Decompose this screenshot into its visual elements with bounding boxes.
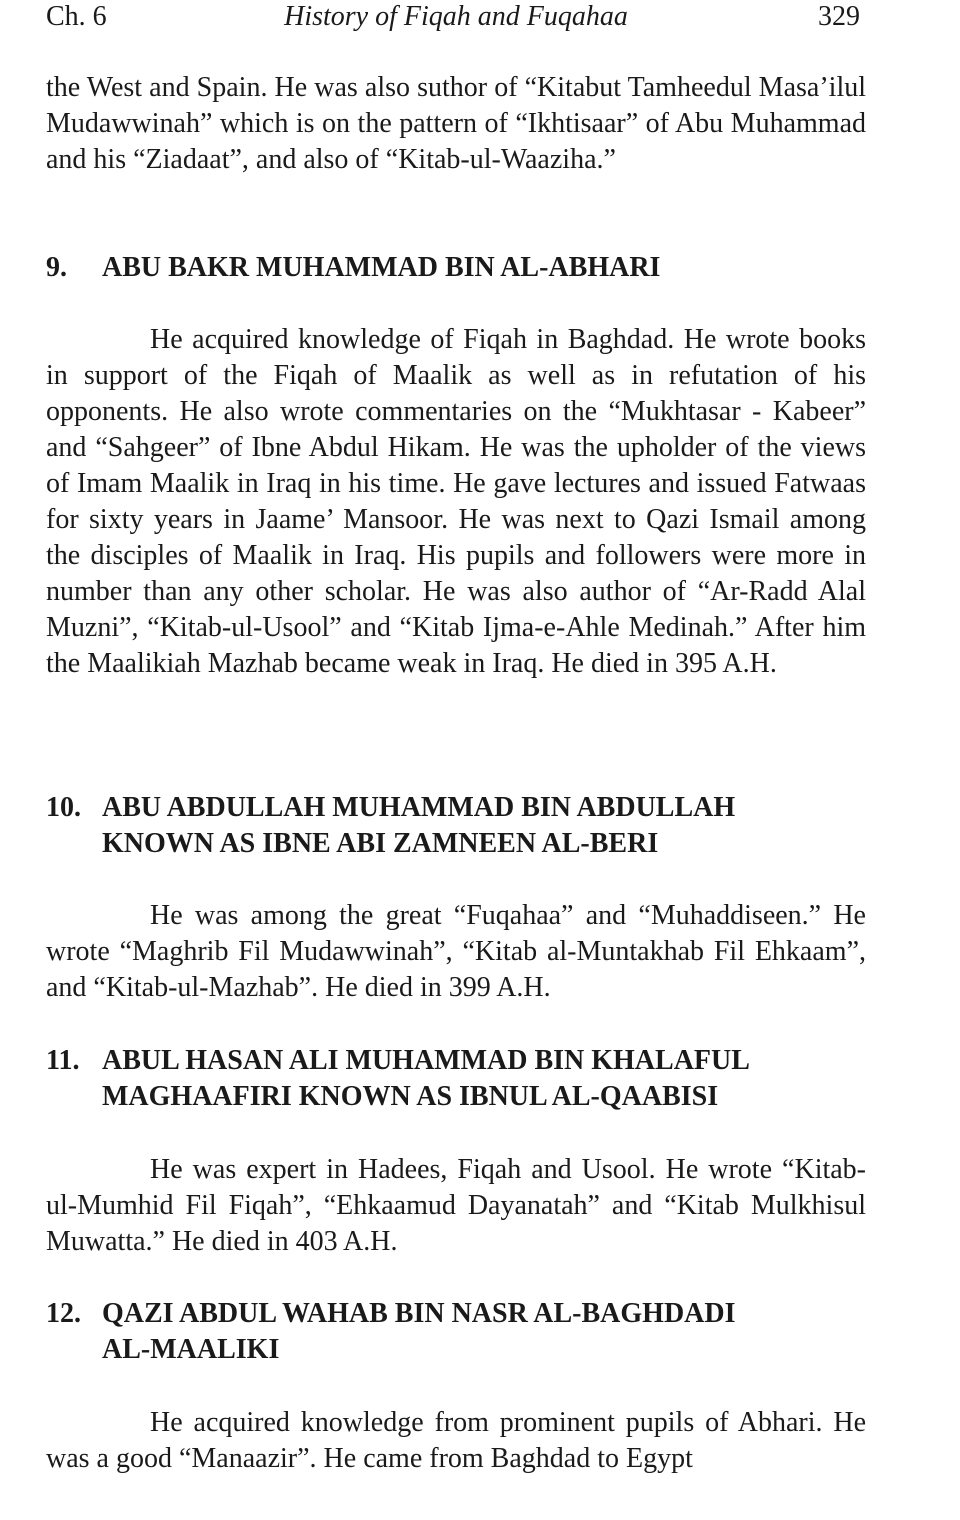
section-11-body: He was expert in Hadees, Fiqah and Usool. He wrote “Kitab-ul-Mumhid Fil Fiqah”, “Ehkaamud Dayanatah” and “Kitab Mulkhisul Muwatta.” He died in 403 A.H. xyxy=(46,1154,866,1257)
book-title: History of Fiqah and Fuqahaa xyxy=(284,1,628,32)
section-number: 9. xyxy=(46,252,67,283)
section-title: ABU BAKR MUHAMMAD BIN AL-ABHARI xyxy=(102,252,661,283)
section-title: QAZI ABDUL WAHAB BIN NASR AL-BAGHDADI xyxy=(102,1298,736,1329)
page-number: 329 xyxy=(818,1,860,32)
section-title-continued: MAGHAAFIRI KNOWN AS IBNUL AL-QAABISI xyxy=(102,1081,719,1112)
section-number: 11. xyxy=(46,1045,80,1076)
section-10-body: He was among the great “Fuqahaa” and “Muhaddiseen.” He wrote “Maghrib Fil Mudawwinah”, “Kitab al-Muntakhab Fil Ehkaam”, and “Kitab-ul-Mazhab”. He died in 399 A.H. xyxy=(46,900,866,1003)
chapter-label: Ch. 6 xyxy=(46,1,107,32)
running-header xyxy=(46,0,866,34)
section-9-body: He acquired knowledge of Fiqah in Baghdad. He wrote books in support of the Fiqah of Maalik as well as in refutation of his opponents. He also wrote commentaries on the “Mukhtasar - Kabeer” and “Sahgeer” of Ibne Abdul Hikam. He was the upholder of the views of Imam Maalik in Iraq in his time. He gave lectures and issued Fatwaas for sixty years in Jaame’ Mansoor. He was next to Qazi Ismail among the disciples of Maalik in Iraq. His pupils and followers were more in number than any other scholar. He was also author of “Ar-Radd Alal Muzni”, “Kitab-ul-Usool” and “Kitab Ijma-e-Ahle Medinah.” After him the Maalikiah Mazhab became weak in Iraq. He died in 395 A.H. xyxy=(46,324,866,679)
section-12-body: He acquired knowledge from prominent pupils of Abhari. He was a good “Manaazir”. He came from Baghdad to Egypt xyxy=(46,1407,866,1474)
section-title-continued: KNOWN AS IBNE ABI ZAMNEEN AL-BERI xyxy=(102,828,659,859)
section-number: 10. xyxy=(46,792,81,823)
intro-paragraph: the West and Spain. He was also suthor of “Kitabut Tamheedul Masa’ilul Mudawwinah” which is on the pattern of “Ikhtisaar” of Abu Muhammad and his “Ziadaat”, and also of “Kitab-ul-Waaziha.” xyxy=(46,72,866,175)
section-number: 12. xyxy=(46,1298,81,1329)
section-10-heading xyxy=(46,790,886,862)
section-title: ABU ABDULLAH MUHAMMAD BIN ABDULLAH xyxy=(102,792,736,823)
section-11-heading xyxy=(46,1043,886,1115)
section-title: ABUL HASAN ALI MUHAMMAD BIN KHALAFUL xyxy=(102,1045,750,1076)
section-9-heading xyxy=(46,250,886,286)
section-12-heading xyxy=(46,1296,886,1368)
section-title-continued: AL-MAALIKI xyxy=(102,1334,280,1365)
